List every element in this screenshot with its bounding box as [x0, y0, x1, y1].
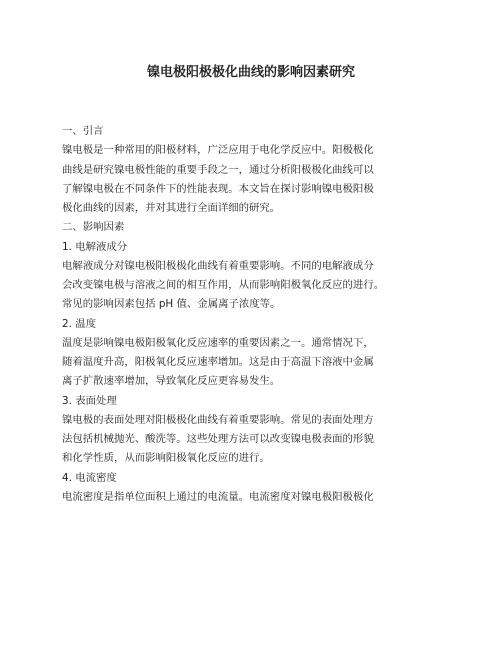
- paragraph-line: 随着温度升高，阳极氧化反应速率增加。这是由于高温下溶液中金属: [62, 356, 374, 368]
- paragraph-line: 和化学性质，从而影响阳极氧化反应的进行。: [62, 452, 270, 465]
- paragraph-line: 极化曲线的因素，并对其进行全面详细的研究。: [62, 202, 281, 214]
- subheading-surface-treatment: 3. 表面处理: [62, 394, 117, 407]
- subheading-temperature: 2. 温度: [62, 317, 96, 330]
- paragraph-line: 常见的影响因素包括 pH 值、金属离子浓度等。: [62, 298, 281, 311]
- paragraph-line: 离子扩散速率增加，导致氧化反应更容易发生。: [62, 375, 281, 388]
- paragraph-line: 镍电极的表面处理对阳极极化曲线有着重要影响。常见的表面处理方: [62, 413, 374, 426]
- subheading-electrolyte: 1. 电解液成分: [62, 240, 128, 253]
- paragraph-line: 法包括机械抛光、酸洗等。这些处理方法可以改变镍电极表面的形貌: [62, 433, 374, 445]
- document-body: [62, 122, 482, 507]
- section-heading-factors: 二、影响因素: [62, 221, 125, 234]
- paragraph-line: 电流密度是指单位面积上通过的电流量。电流密度对镍电极阳极极化: [62, 490, 374, 503]
- section-heading-introduction: 一、引言: [62, 125, 104, 137]
- subheading-current-density: 4. 电流密度: [62, 471, 117, 484]
- paragraph-line: 曲线是研究镍电极性能的重要手段之一，通过分析阳极极化曲线可以: [62, 163, 374, 176]
- paragraph-line: 了解镍电极在不同条件下的性能表现。本文旨在探讨影响镍电极阳极: [62, 182, 374, 195]
- paragraph-line: 会改变镍电极与溶液之间的相互作用，从而影响阳极氧化反应的进行。: [62, 279, 385, 291]
- paragraph-line: 温度是影响镍电极阳极氧化反应速率的重要因素之一。通常情况下，: [62, 336, 374, 349]
- paragraph-line: 镍电极是一种常用的阳极材料，广泛应用于电化学反应中。阳极极化: [62, 144, 374, 157]
- document-title: 镍电极阳极极化曲线的影响因素研究: [146, 65, 355, 80]
- paragraph-line: 电解液成分对镍电极阳极极化曲线有着重要影响。不同的电解液成分: [62, 259, 374, 272]
